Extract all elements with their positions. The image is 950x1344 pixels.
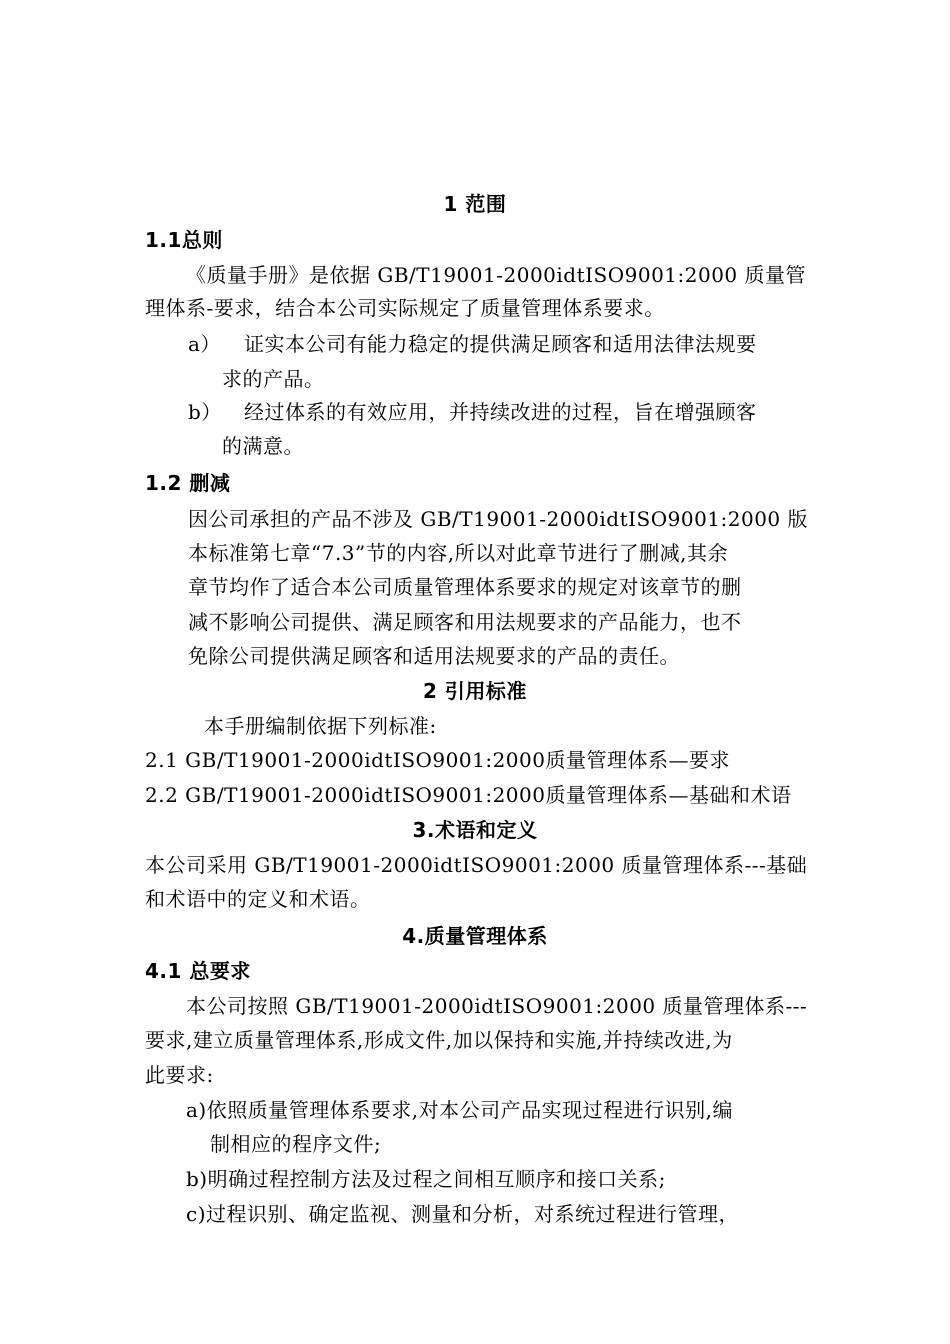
list-item-a-line-2: 求的产品。	[222, 367, 325, 391]
paragraph-1-2-line-2: 本标准第七章“7.3”节的内容,所以对此章节进行了删减,其余	[188, 541, 728, 565]
section-1-2-title: 1.2 删减	[145, 471, 231, 495]
requirement-a-line-2: 制相应的程序文件;	[210, 1132, 382, 1156]
paragraph-4-1-line-2: 要求,建立质量管理体系,形成文件,加以保持和实施,并持续改进,为	[145, 1028, 733, 1052]
paragraph-1-1-line-2: 理体系-要求，结合本公司实际规定了质量管理体系要求。	[145, 296, 665, 320]
section-4-title: 4.质量管理体系	[402, 924, 548, 948]
paragraph-1-2-line-1: 因公司承担的产品不涉及 GB/T19001-2000idtISO9001:2000 版	[188, 507, 809, 531]
section-1-title: 1 范围	[443, 192, 507, 216]
paragraph-1-2-line-4: 减不影响公司提供、满足顾客和用法规要求的产品能力，也不	[188, 610, 742, 634]
list-marker-b: b）	[188, 400, 222, 424]
list-item-b-line-2: 的满意。	[222, 434, 304, 458]
paragraph-4-1-line-3: 此要求:	[145, 1063, 214, 1087]
list-item-b	[188, 398, 757, 426]
paragraph-3-line-1: 本公司采用 GB/T19001-2000idtISO9001:2000 质量管理体系---基础	[145, 853, 808, 877]
paragraph-1-2-line-5: 免除公司提供满足顾客和适用法规要求的产品的责任。	[188, 644, 680, 668]
section-2-intro: 本手册编制依据下列标准:	[204, 714, 437, 738]
list-item-a-line-1: 证实本公司有能力稳定的提供满足顾客和适用法律法规要	[244, 332, 757, 356]
paragraph-4-1-line-1: 本公司按照 GB/T19001-2000idtISO9001:2000 质量管理体系---	[186, 994, 808, 1018]
paragraph-1-1-line-1: 《质量手册》是依据 GB/T19001-2000idtISO9001:2000 质量管	[186, 263, 807, 287]
standard-2-1: 2.1 GB/T19001-2000idtISO9001:2000质量管理体系—要求	[145, 748, 730, 772]
standard-2-2: 2.2 GB/T19001-2000idtISO9001:2000质量管理体系—基础和术语	[145, 783, 792, 807]
section-3-title: 3.术语和定义	[412, 818, 538, 842]
requirement-c: c)过程识别、确定监视、测量和分析，对系统过程进行管理，	[186, 1202, 740, 1226]
list-item-b-line-1: 经过体系的有效应用，并持续改进的过程，旨在增强顾客	[244, 400, 757, 424]
paragraph-1-2-line-3: 章节均作了适合本公司质量管理体系要求的规定对该章节的删	[188, 575, 742, 599]
section-2-title: 2 引用标准	[423, 679, 527, 703]
list-item-a	[188, 330, 757, 358]
paragraph-3-line-2: 和术语中的定义和术语。	[145, 887, 371, 911]
requirement-b: b)明确过程控制方法及过程之间相互顺序和接口关系;	[186, 1167, 666, 1191]
section-1-1-title: 1.1总则	[145, 228, 223, 252]
section-4-1-title: 4.1 总要求	[145, 959, 251, 983]
requirement-a-line-1: a)依照质量管理体系要求,对本公司产品实现过程进行识别,编	[186, 1098, 733, 1122]
list-marker-a: a）	[188, 332, 221, 356]
